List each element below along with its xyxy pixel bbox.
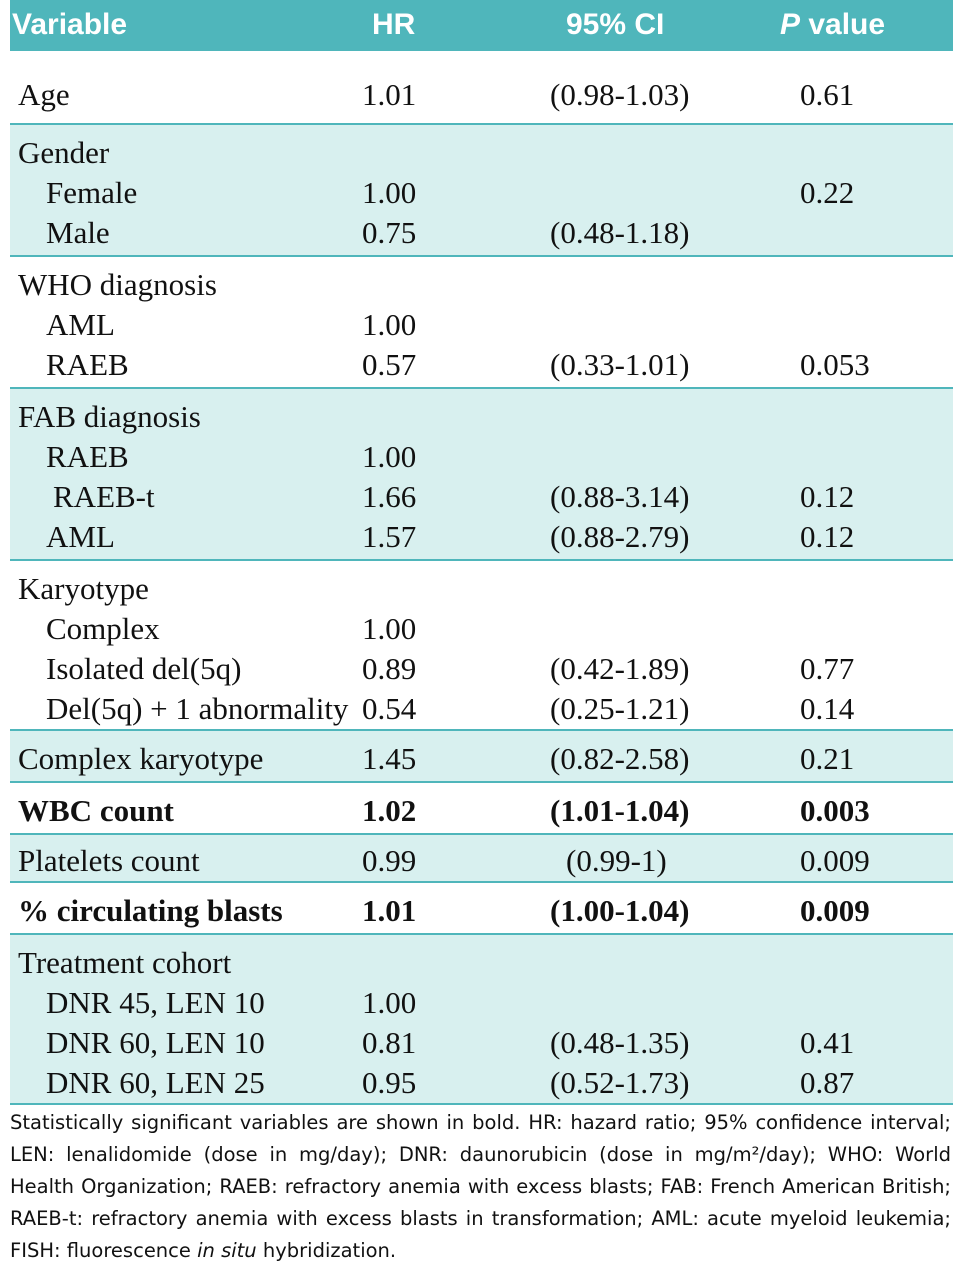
header-hr: HR [372,8,416,41]
table-figure [10,0,953,1267]
row-label: AML [46,307,115,342]
row-label: Gender [18,135,110,170]
row-hr: 1.00 [362,611,417,646]
row-ci: (0.88-2.79) [550,519,690,554]
row-label: DNR 45, LEN 10 [46,985,265,1020]
row-p: 0.22 [800,175,855,210]
row-hr: 0.75 [362,215,417,250]
table-row [10,839,953,879]
row-p: 0.12 [800,519,855,554]
row-label: Isolated del(5q) [46,651,242,686]
header-p-italic: P [780,8,801,41]
row-label: Platelets count [18,843,200,878]
row-hr: 1.45 [362,741,417,776]
row-ci: (0.48-1.18) [550,215,690,250]
row-ci: (0.33-1.01) [550,347,690,382]
row-p: 0.77 [800,651,855,686]
row-label: Age [18,77,70,112]
row-ci: (0.99-1) [566,843,667,878]
table-row [10,343,953,383]
table-row [10,1021,953,1061]
row-label: Del(5q) + 1 abnormality [46,691,349,726]
row-label: RAEB-t [53,479,155,514]
row-ci: (0.52-1.73) [550,1065,690,1100]
row-label: AML [46,519,115,554]
row-label: Karyotype [18,571,149,606]
header-p-rest: value [800,8,886,41]
table-row [10,435,953,475]
table-row [10,395,953,435]
group-who-diagnosis [10,257,953,389]
table-row [10,941,953,981]
row-hr: 1.57 [362,519,417,554]
table-row [10,687,953,727]
header-ci: 95% CI [566,8,665,41]
row-label: Treatment cohort [18,945,232,980]
table-row [10,211,953,251]
row-p: 0.053 [800,347,870,382]
table-row [10,131,953,171]
group-age [10,51,953,125]
header-p-value [780,8,885,42]
row-label: Complex karyotype [18,741,264,776]
group-treatment-cohort [10,935,953,1105]
row-hr: 1.00 [362,439,417,474]
row-ci: (0.42-1.89) [550,651,690,686]
row-label: Female [46,175,138,210]
table-row [10,981,953,1021]
row-hr: 0.54 [362,691,417,726]
header-variable: Variable [12,8,128,41]
row-hr: 1.66 [362,479,417,514]
row-ci: (0.48-1.35) [550,1025,690,1060]
row-label: DNR 60, LEN 10 [46,1025,265,1060]
row-hr: 0.81 [362,1025,417,1060]
group-fab-diagnosis [10,389,953,561]
row-hr: 1.02 [362,793,417,828]
row-label: % circulating blasts [18,893,283,928]
row-p: 0.14 [800,691,855,726]
table-row [10,647,953,687]
row-label: WBC count [18,793,174,828]
group-platelets-count [10,835,953,883]
table-row [10,889,953,929]
group-gender [10,125,953,257]
results-table [10,51,953,1105]
row-p: 0.12 [800,479,855,514]
row-hr: 0.89 [362,651,417,686]
row-hr: 1.00 [362,985,417,1020]
row-hr: 1.01 [362,893,417,928]
table-header [10,0,953,51]
row-hr: 1.01 [362,77,417,112]
table-row [10,737,953,777]
table-row [10,73,953,113]
row-p: 0.003 [800,793,870,828]
footnote-text: Statistically significant variables are shown in bold. HR: hazard ratio; 95% confidence interval; LEN: lenalidomide (dose in mg/day); DNR: daunorubicin (dose in mg/m²/day); WHO: World Health Organization; RAEB: refractory anemia with excess blasts; FAB: French American British; RAEB-t: refractory anemia with excess blasts in transformation; AML: acute myeloid leukemia; FISH: fluorescence [10,1111,951,1262]
row-ci: (0.82-2.58) [550,741,690,776]
row-ci: (0.88-3.14) [550,479,690,514]
row-label: Complex [46,611,160,646]
row-hr: 0.99 [362,843,417,878]
row-p: 0.61 [800,77,855,112]
row-label: FAB diagnosis [18,399,201,434]
row-hr: 1.00 [362,175,417,210]
group-circulating-blasts [10,883,953,935]
row-label: DNR 60, LEN 25 [46,1065,265,1100]
table-row [10,607,953,647]
row-p: 0.21 [800,741,855,776]
row-p: 0.41 [800,1025,855,1060]
table-row [10,515,953,555]
table-row [10,1061,953,1101]
row-label: RAEB [46,439,129,474]
row-ci: (0.25-1.21) [550,691,690,726]
group-complex-karyotype [10,731,953,783]
table-row [10,789,953,829]
row-p: 0.009 [800,893,870,928]
row-p: 0.009 [800,843,870,878]
group-wbc-count [10,783,953,835]
table-row [10,567,953,607]
table-row [10,475,953,515]
row-hr: 1.00 [362,307,417,342]
table-footnote [10,1107,953,1267]
row-p: 0.87 [800,1065,855,1100]
row-ci: (1.01-1.04) [550,793,690,828]
row-hr: 0.95 [362,1065,417,1100]
row-label: Male [46,215,110,250]
row-ci: (0.98-1.03) [550,77,690,112]
row-ci: (1.00-1.04) [550,893,690,928]
footnote-text-end: hybridization. [256,1239,397,1262]
row-label: RAEB [46,347,129,382]
table-row [10,263,953,303]
footnote-italic: in situ [197,1239,257,1262]
row-hr: 0.57 [362,347,417,382]
table-row [10,303,953,343]
row-label: WHO diagnosis [18,267,217,302]
group-karyotype [10,561,953,731]
table-row [10,171,953,211]
